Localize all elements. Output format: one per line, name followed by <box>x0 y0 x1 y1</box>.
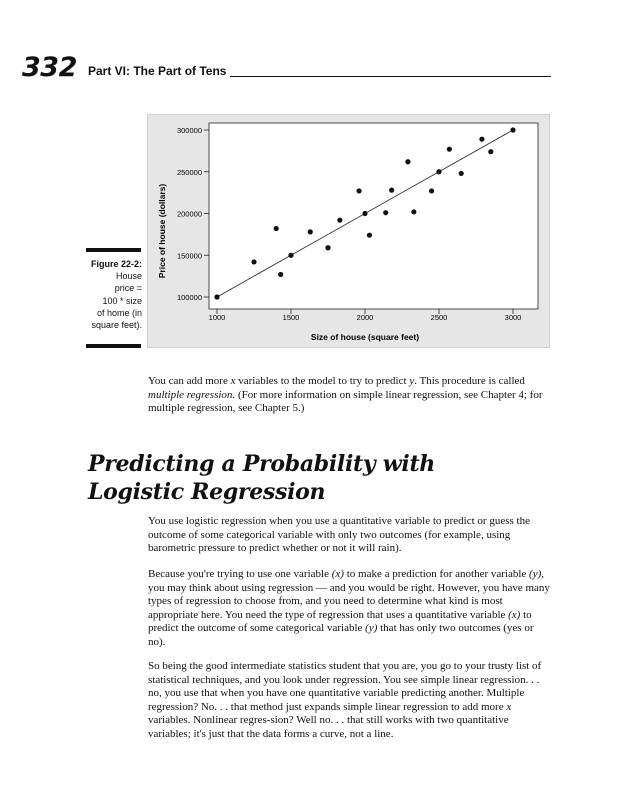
y-tick-label: 200000 <box>176 209 202 219</box>
caption-label: Figure 22-2: <box>90 259 142 269</box>
data-point <box>308 229 313 234</box>
paragraph-1: You use logistic regression when you use a quantitative variable to predict or guess the outcome of some categorical variable with only two outcomes (for example, using barometric pressure to predict whether or not it will rain). <box>148 515 530 555</box>
data-point <box>510 127 515 132</box>
data-point <box>362 211 367 216</box>
data-point <box>479 137 484 142</box>
caption-line: 100 * size <box>102 295 142 306</box>
y-tick-label: 150000 <box>176 251 202 261</box>
x-tick-label: 1000 <box>208 313 226 322</box>
data-point <box>389 188 394 193</box>
data-point <box>447 147 452 152</box>
y-tick-label: 100000 <box>176 293 202 302</box>
caption-line: House <box>115 271 142 282</box>
part-title: Part VI: The Part of Tens <box>88 64 227 78</box>
x-tick-label: 1500 <box>282 313 300 322</box>
page-number: 332 <box>22 52 77 83</box>
data-point <box>436 169 441 174</box>
heading-line: Logistic Regression <box>88 479 326 505</box>
caption-bottom-bar <box>86 344 141 348</box>
y-tick-label: 250000 <box>176 167 202 177</box>
data-point <box>337 218 342 223</box>
x-tick-label: 2000 <box>356 313 374 322</box>
data-point <box>459 171 464 176</box>
heading-line: Predicting a Probability with <box>88 451 435 477</box>
caption-top-bar <box>86 248 141 252</box>
data-point <box>278 272 283 277</box>
data-point <box>274 226 279 231</box>
y-tick-label: 300000 <box>176 126 202 135</box>
data-point <box>488 149 493 154</box>
data-point <box>325 245 330 250</box>
header-rule <box>230 76 551 77</box>
data-point <box>214 294 219 299</box>
section-heading <box>88 450 435 506</box>
intro-paragraph: You can add more x variables to the model to try to predict y. This procedure is called multiple regression. (For more information on simple linear regression, see Chapter 4; for multiple regression, see Chapter 5.) <box>148 375 543 415</box>
caption-line: square feet). <box>91 320 142 331</box>
x-tick-label: 3000 <box>504 313 522 322</box>
scatter-chart <box>147 114 550 348</box>
data-point <box>356 188 361 193</box>
x-tick-label: 2500 <box>430 313 448 322</box>
data-point <box>383 210 388 215</box>
data-point <box>367 233 372 238</box>
caption-line: of home (in <box>96 307 142 318</box>
data-point <box>251 259 256 264</box>
caption-line: price = <box>114 283 142 294</box>
data-point <box>411 209 416 214</box>
paragraph-3: So being the good intermediate statistics student that you are, you go to your trusty list of statistical techniques, and you look under regression. You see simple linear regression. . . no, you use that when you have one quantitative variable predicting another. Multiple regression? No. . . that method just expands simple linear regression to add more x variables. Nonlinear regres-sion? Well no. . . that still works with two quantitative variables; it's just that the data forms a curve, not a line. <box>148 660 542 740</box>
x-axis-label: Size of house (square feet) <box>310 332 420 342</box>
figure-caption <box>86 258 142 331</box>
data-point <box>288 253 293 258</box>
data-point <box>429 188 434 193</box>
data-point <box>405 159 410 164</box>
y-axis-label: Price of house (dollars) <box>157 183 167 279</box>
paragraph-2: Because you're trying to use one variable (x) to make a prediction for another variable (y), you may think about using regression — and you would be right. However, you have many types of regression to choose from, and you need to determine what kind is most appropriate here. You need the type of regression that uses a quantitative variable (x) to predict the outcome of some categorical variable (y) that has only two outcomes (yes or no). <box>148 568 550 648</box>
